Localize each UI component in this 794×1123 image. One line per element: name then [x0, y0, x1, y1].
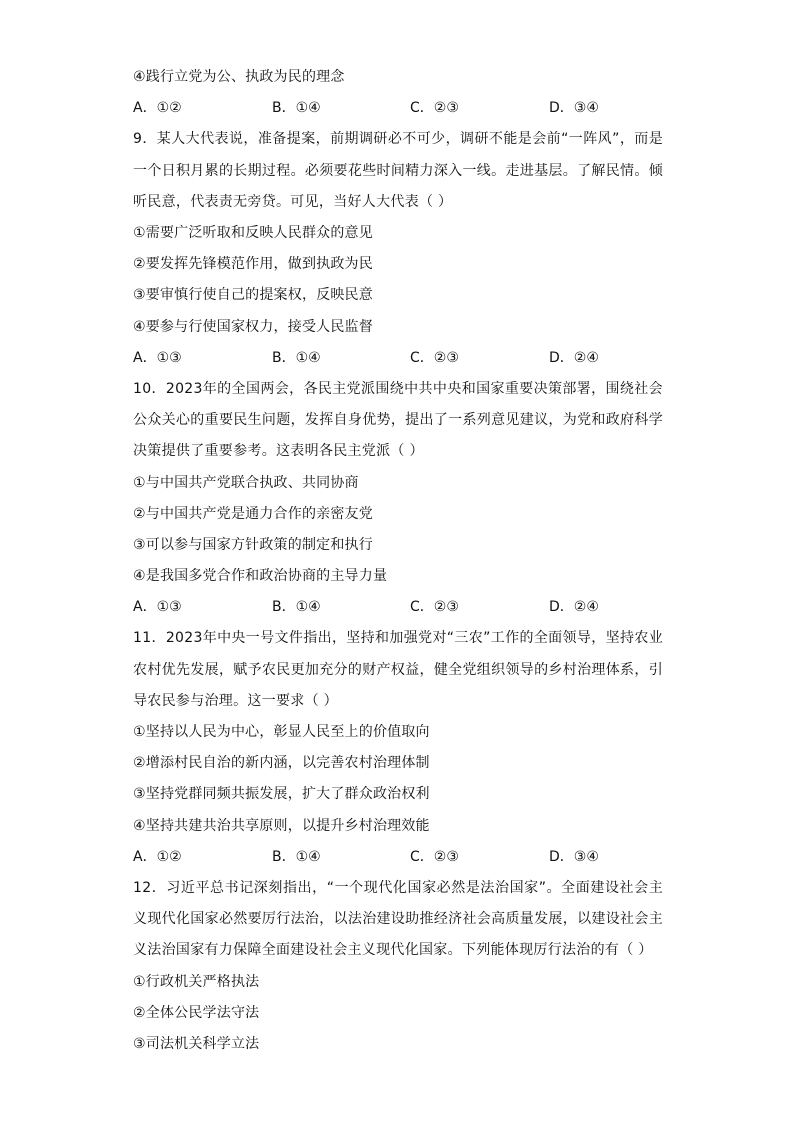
q9-option-4: ④要参与行使国家权力，接受人民监督 — [133, 318, 373, 335]
q11-choice-a[interactable]: A．①② — [133, 848, 182, 865]
q8-option-4: ④践行立党为公、执政为民的理念 — [133, 69, 345, 85]
q11-option-4: ④坚持共建共治共享原则，以提升乡村治理效能 — [133, 817, 430, 834]
q10-choice-a[interactable]: A．①③ — [133, 599, 182, 616]
page-content — [133, 62, 663, 1060]
q9-choice-c[interactable]: C．②③ — [410, 349, 459, 366]
q10-option-4: ④是我国多党合作和政治协商的主导力量 — [133, 568, 388, 585]
q9-choices — [133, 343, 663, 374]
q10-choices — [133, 592, 663, 623]
q9-option-3: ③要审慎行使自己的提案权，反映民意 — [133, 287, 373, 304]
q8-choice-b[interactable]: B．①④ — [272, 100, 321, 117]
q12-option-1: ①行政机关严格执法 — [133, 973, 260, 990]
q11-option-2: ②增添村民自治的新内涵，以完善农村治理体制 — [133, 755, 430, 772]
q12-option-2: ②全体公民学法守法 — [133, 1004, 260, 1021]
q12-stem: 12．习近平总书记深刻指出，“一个现代化国家必然是法治国家”。全面建设社会主义现代化国家必然要厉行法治，以法治建设助推经济社会高质量发展，以建设社会主义法治国家有力保障全面建设社会主义现代化国家。下列能体现厉行法治的有（ ） — [133, 880, 663, 959]
q10-choice-c[interactable]: C．②③ — [410, 599, 459, 616]
q10-option-3: ③可以参与国家方针政策的制定和执行 — [133, 536, 373, 553]
q10-choice-d[interactable]: D．②④ — [549, 599, 599, 616]
q10-choice-b[interactable]: B．①④ — [272, 599, 321, 616]
q8-choice-d[interactable]: D．③④ — [549, 100, 599, 117]
q9-choice-b[interactable]: B．①④ — [272, 349, 321, 366]
q8-choice-c[interactable]: C．②③ — [410, 100, 459, 117]
q11-choice-d[interactable]: D．③④ — [549, 848, 599, 865]
q11-option-1: ①坚持以人民为中心，彰显人民至上的价值取向 — [133, 724, 430, 741]
q8-choices — [133, 93, 663, 124]
q11-stem: 11．2023年中央一号文件指出，坚持和加强党对“三农”工作的全面领导，坚持农业农村优先发展，赋予农民更加充分的财产权益，健全党组织领导的乡村治理体系，引导农民参与治理。这一要求（ ） — [133, 630, 663, 709]
q11-option-3: ③坚持党群同频共振发展，扩大了群众政治权利 — [133, 786, 430, 803]
q11-choice-c[interactable]: C．②③ — [410, 848, 459, 865]
q10-stem: 10．2023年的全国两会，各民主党派围绕中共中央和国家重要决策部署，围绕社会公众关心的重要民生问题，发挥自身优势，提出了一系列意见建议，为党和政府科学决策提供了重要参考。这表明各民主党派（ ） — [133, 380, 663, 460]
q12-option-3: ③司法机关科学立法 — [133, 1036, 260, 1052]
q10-option-2: ②与中国共产党是通力合作的亲密友党 — [133, 505, 373, 522]
q9-stem: 9．某人大代表说，准备提案，前期调研必不可少，调研不能是会前“一阵风”，而是一个日积月累的长期过程。必须要花些时间精力深入一线。走进基层。了解民情。倾听民意，代表责无旁贷。可见，当好人大代表（ ） — [133, 131, 663, 210]
q9-choice-a[interactable]: A．①③ — [133, 349, 182, 366]
q9-choice-d[interactable]: D．②④ — [549, 349, 599, 366]
q11-choices — [133, 842, 663, 873]
q8-choice-a[interactable]: A．①② — [133, 100, 182, 117]
q9-option-2: ②要发挥先锋模范作用，做到执政为民 — [133, 256, 373, 273]
q10-option-1: ①与中国共产党联合执政、共同协商 — [133, 474, 359, 491]
q9-option-1: ①需要广泛听取和反映人民群众的意见 — [133, 224, 373, 241]
q11-choice-b[interactable]: B．①④ — [272, 848, 321, 865]
